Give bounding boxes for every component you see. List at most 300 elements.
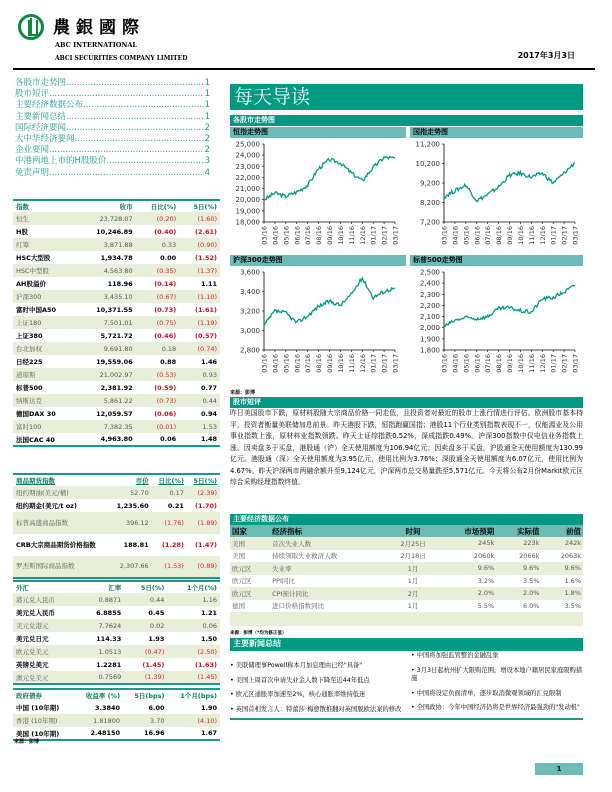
toc-label: 主要新闻总结 [15,111,67,122]
table-cell: 港元兑人民币 [13,593,79,606]
report-date: 2017年3月3日 [517,51,575,60]
table-cell: 1,235.60 [116,501,149,510]
table-spacer [230,612,583,626]
table-row [13,329,220,342]
table-row [13,277,220,290]
svg-text:7,200: 7,200 [419,218,440,227]
toc-item[interactable] [15,156,210,167]
svg-text:01/17: 01/17 [549,354,558,373]
table-row [230,587,583,600]
svg-text:03/17: 03/17 [571,226,580,245]
toc-leader [106,156,203,167]
table-cell: 1.93 [148,634,165,643]
table-cell: (1.76) [152,512,187,534]
column-header: 5日(bps) [123,689,167,701]
svg-text:08/16: 08/16 [495,354,504,373]
table-cell: 1.53 [179,420,220,433]
table-cell: 3.70 [123,714,167,727]
svg-text:08/16: 08/16 [495,226,504,245]
table-cell: 0.33 [136,238,180,251]
table-row [13,593,220,606]
abc-logo-icon [18,14,44,40]
table-cell: 3.2% [477,576,495,585]
commentary-title: 股市短评 [230,397,583,408]
table-cell: 美国 (10年期) [13,727,74,740]
table-row [13,671,220,684]
table-cell: 0.02 [124,619,167,632]
table-cell: 52.70 [109,486,152,499]
table-cell: 1.11 [200,279,217,288]
svg-text:07/16: 07/16 [304,354,313,373]
svg-text:9,200: 9,200 [419,179,440,188]
table-cell: 118.96 [107,279,133,288]
table-cell: H股 [16,228,28,236]
toc-leader [49,89,204,100]
table-cell: 欧元区 [230,587,270,600]
table-cell: 0.21 [167,501,184,510]
table-cell: 223k [496,537,541,550]
table-row [13,355,220,368]
svg-text:10/16: 10/16 [516,354,525,373]
table-cell: 1.6% [564,576,581,585]
toc-page: 1 [204,100,210,111]
table-cell: 0.06 [136,433,180,446]
table-cell: 9.6% [496,562,541,575]
table-cell: (1.19) [179,316,220,329]
chart-source: 来源：彭博 [230,390,256,396]
svg-text:12/16: 12/16 [538,354,547,373]
table-row [13,394,220,407]
svg-text:03/16: 03/16 [440,226,449,245]
table-cell: (0.40) [154,227,177,236]
table-cell: 21,002.97 [77,368,136,381]
table-cell: (2.39) [187,486,220,499]
svg-text:03/16: 03/16 [260,226,269,245]
news-column-left [230,662,402,720]
econ-source: 来源：彭博（*均为修正值） [230,631,287,636]
svg-text:11/16: 11/16 [527,226,536,245]
table-cell: 法国CAC 40 [13,433,77,446]
table-cell: (0.01) [136,420,180,433]
table-cell: 0.17 [152,486,187,499]
table-cell: 19,559.06 [96,357,133,366]
svg-text:12/16: 12/16 [358,354,367,373]
column-header: 市场预期 [438,525,496,537]
table-cell: 1月 [407,577,419,586]
chart-title-csi300: 沪深300走势图 [230,255,406,266]
toc-label: 企业要闻 [15,145,50,156]
svg-text:07/16: 07/16 [484,354,493,373]
table-cell: (0.20) [136,212,180,225]
column-header: 经济指标 [270,525,388,537]
svg-text:2,500: 2,500 [419,268,440,277]
table-row [13,658,220,671]
news-item: • 全国政协：今年中国经济仍将是世界经济最强劲的"发动机" [411,704,580,711]
table-cell: 1.16 [167,593,220,606]
table-row [13,606,220,619]
table-cell: CRB大宗商品期货价格指数 [16,540,96,549]
table-cell: 9,691.80 [77,342,136,355]
table-cell: 道琼斯 [13,368,77,381]
table-row [13,433,220,446]
table-cell: 0.44 [124,593,167,606]
toc-label: 国际经济要闻 [15,122,67,133]
toc-item[interactable] [15,100,210,111]
table-cell: (0.90) [179,238,220,251]
table-cell: 2月25日 [388,537,438,550]
table-row [13,534,220,556]
svg-text:09/16: 09/16 [326,354,334,373]
table-cell: 1.46 [200,357,217,366]
market-commentary: 昨日美国股市下跌，原材料股随大宗商品价格一同走低，且投资者对最近的股市上涨行情进行评估。欧洲股市基本持平，投资者衡量美联储加息前景。昨天港股下跌，恒指跑赢国指；港股11个行业类别指数表现不一，仅能源业及公用事业指数上涨，原材料业指数领跌。昨天上证综指跌0.52%，深成指跌0.49%。沪深300指数中仅电信业务指数上涨。因卖盘多于买盘，港股通（沪）全天使用额度为106.94亿元；因卖盘多于买盘，沪股通全天使用额度为130.99亿元。港股通（深）全天使用额度为3.95亿元，使用比例为3.76%；深股通全天使用额度为6.07亿元，使用比例为4.67%。昨天沪深两市两融余额升至9,124亿元，沪深两市总交易量跌至5,571亿元。今天将公布2月份Markit欧元区综合采购经理指数终值。 [230,409,583,486]
table-cell: 0.94 [200,409,217,418]
bonds-table [13,688,220,741]
table-cell: 6.0% [522,601,540,610]
table-cell: 23,728.07 [77,212,136,225]
table-cell: (0.53) [136,368,180,381]
toc-label: 中港两地上市的H股股价 [15,156,107,167]
svg-text:05/16: 05/16 [282,354,291,373]
table-cell: 台北加权 [13,342,77,355]
table-header [13,689,220,701]
table-cell: (1.45) [167,671,220,684]
column-header: 5日(%) [187,474,220,486]
svg-text:06/16: 06/16 [473,354,482,373]
table-cell: 1.50 [200,634,217,643]
table-header [230,525,583,537]
svg-text:1,900: 1,900 [419,335,440,344]
table-cell: 首次失业人数 [270,537,388,550]
toc-item[interactable] [15,145,210,156]
table-header [13,200,220,212]
toc-item[interactable] [15,134,210,145]
table-cell: (1.10) [179,290,220,303]
table-row [13,342,220,355]
table-row [13,619,220,632]
toc-item[interactable] [15,112,210,123]
table-cell: 1.48 [179,433,220,446]
svg-text:22,000: 22,000 [235,173,260,182]
table-cell: (1.28) [161,540,184,549]
table-cell: (0.74) [179,342,220,355]
table-cell: 2,381.92 [100,383,133,392]
table-cell: 美国 [232,552,245,561]
toc-page: 1 [204,111,210,122]
table-cell: (2.50) [167,645,220,658]
toc-item[interactable] [15,89,210,100]
column-header: 政府债券 [13,689,74,701]
svg-text:04/16: 04/16 [271,226,280,245]
table-cell: 德国DAX 30 [16,410,56,418]
table-cell: (1.45) [142,660,165,669]
news-item: • 英国首相发言人：特蕾莎·梅愈散推翻对英国脱欧法案的修改 [230,705,402,713]
svg-text:09/16: 09/16 [506,226,514,245]
table-cell: PPI同比 [272,577,295,586]
column-header: 国家 [230,525,270,537]
table-cell: CPI预计同比 [270,587,388,600]
table-cell: (0.14) [154,279,177,288]
table-row [13,556,220,578]
table-cell: 188.81 [123,540,149,549]
svg-text:19,000: 19,000 [235,207,260,216]
svg-text:04/16: 04/16 [451,354,460,373]
table-row [13,499,220,512]
table-row [230,537,583,550]
table-cell: 上证180 [13,316,77,329]
svg-text:07/16: 07/16 [304,226,313,245]
table-cell: (0.06) [154,409,177,418]
svg-text:10/16: 10/16 [336,354,345,373]
toc-label: 各股市走势图 [15,78,67,88]
header-divider [13,68,595,70]
table-cell: 失业率 [270,562,388,575]
chart-title-hsi: 恒指走势图 [230,127,406,138]
table-cell: 标普500 [16,384,43,392]
table-cell: 欧元区 [232,577,252,586]
column-header: 5日(%) [179,200,220,212]
table-cell: (0.35) [136,264,180,277]
svg-text:02/17: 02/17 [380,354,389,373]
svg-text:03/17: 03/17 [391,226,400,245]
table-cell: 1.2281 [96,660,122,669]
charts-section-title: 各股市走势图 [230,115,583,126]
csi300-line-chart [230,268,403,380]
table-cell: 7.7624 [79,619,124,632]
table-cell: 1.81800 [74,714,123,727]
table-row [13,714,220,727]
table-cell: 富时中国A50 [16,306,57,314]
table-cell: 上证380 [16,332,43,340]
toc-page: 2 [204,145,210,156]
table-cell: 0.18 [136,342,180,355]
svg-text:02/17: 02/17 [560,354,569,373]
toc-page: 4 [204,167,210,178]
table-cell: 1月 [388,562,438,575]
hscei-line-chart [410,140,583,252]
svg-text:01/17: 01/17 [369,354,378,373]
news-item: • 中国将设定负面清单，逐步取消微观领域的汇兑限制 [411,689,562,697]
column-header: 1个月(%) [167,581,220,593]
table-cell: 245k [438,537,496,550]
svg-text:3,200: 3,200 [239,307,260,316]
company-name-cn: 農銀國際 [53,18,145,38]
svg-text:3,400: 3,400 [239,288,260,296]
table-cell: (0.75) [136,316,180,329]
table-cell: 2月18日 [400,552,426,561]
table-cell: 2.0% [496,587,541,600]
svg-text:04/16: 04/16 [451,226,460,245]
page-number: 1 [535,763,583,775]
page-title: 每天导读 [230,84,583,110]
svg-text:04/16: 04/16 [271,354,280,373]
svg-text:10/16: 10/16 [336,226,345,245]
news-item: • 美国上周首次申请失业金人数下降至近44年低点 [230,676,370,684]
svg-text:05/16: 05/16 [462,354,471,373]
table-row [13,303,220,316]
svg-text:09/16: 09/16 [326,226,334,245]
table-cell: 红筹 [13,238,77,251]
table-cell: 3.5% [564,601,581,610]
svg-text:10,200: 10,200 [415,160,440,168]
toc-label: 大中华经济要闻 [15,134,75,145]
table-cell: 0.77 [200,383,217,392]
toc-leader [66,112,204,123]
svg-text:02/17: 02/17 [380,226,389,245]
table-header [13,474,220,486]
table-cell: 0.93 [179,368,220,381]
table-cell: 恒生 [13,212,77,225]
table-cell: 7,501.01 [77,316,136,329]
table-cell: (1.60) [179,212,220,225]
table-cell: (1.70) [195,501,217,510]
table-row [13,251,220,264]
table-cell: (0.46) [154,331,177,340]
commodities-table [13,473,220,579]
table-cell: 纳斯达克 [13,394,77,407]
table-cell: (1.89) [187,512,220,534]
svg-text:03/16: 03/16 [260,354,269,373]
toc-label: 股市短评 [15,89,50,100]
column-header: 汇率 [79,581,124,593]
table-cell: (2.61) [195,227,217,236]
table-cell: 德国 [232,602,245,611]
svg-text:21,000: 21,000 [235,185,260,194]
table-cell: 1,934.78 [100,253,133,262]
svg-text:11/16: 11/16 [527,354,536,373]
svg-text:01/17: 01/17 [549,226,558,245]
table-cell: 日经225 [16,358,43,366]
table-cell: 澳元兑美元 [13,671,79,684]
svg-text:2,300: 2,300 [419,290,440,299]
news-item: • 3月3日起杭州扩大限购范围，增设本地户籍居民家庭限购措施 [411,666,583,682]
table-cell: (0.67) [136,290,180,303]
table-cell: 美元兑人民币 [16,609,55,617]
news-title: 主要新闻总结 [230,638,583,651]
chart-title-hscei: 国指走势图 [410,127,583,138]
svg-text:05/16: 05/16 [462,226,471,245]
table-row [13,486,220,499]
svg-text:11/16: 11/16 [347,226,356,245]
column-header: 收益率 (%) [74,689,123,701]
report-header [13,8,605,70]
table-cell: (1.39) [124,671,167,684]
table-cell: 3,871.88 [77,238,136,251]
svg-text:05/16: 05/16 [282,226,291,245]
svg-text:08/16: 08/16 [315,354,324,373]
table-cell: (1.61) [195,305,217,314]
table-cell: 5,721.72 [100,331,133,340]
svg-text:18,000: 18,000 [235,218,260,227]
table-cell: 10,371.55 [96,305,133,314]
table-cell: 0.8871 [79,593,124,606]
news-item: • 美联储理事Powell称本月加息理由已经"具备" [230,662,363,669]
table-cell: 2066k [519,551,540,560]
column-header: 实际值 [496,525,541,537]
svg-text:8,200: 8,200 [419,199,440,207]
table-cell: AH股溢价 [16,280,46,288]
table-row [13,420,220,433]
table-row [13,316,220,329]
svg-text:01/17: 01/17 [369,226,378,245]
svg-text:24,000: 24,000 [235,151,260,160]
toc-label: 免责声明 [15,167,50,178]
svg-text:10/16: 10/16 [516,226,525,245]
table-row [13,290,220,303]
svg-text:02/17: 02/17 [560,226,569,245]
toc-page: 3 [204,156,210,167]
svg-text:2,000: 2,000 [419,324,440,333]
table-cell: 沪深300 [13,290,77,303]
news-column-right [411,652,583,719]
svg-text:25,000: 25,000 [235,140,260,149]
svg-text:11/16: 11/16 [347,354,356,373]
table-cell: 3.3840 [94,703,121,712]
table-row [13,225,220,238]
svg-text:3,600: 3,600 [239,268,260,277]
company-name-en: ABC INTERNATIONAL [55,41,137,49]
table-cell: (1.37) [179,264,220,277]
toc-item[interactable] [15,78,210,89]
table-cell: 6.00 [148,703,165,712]
table-cell: 0.44 [179,394,220,407]
table-cell: 7,382.35 [77,420,136,433]
table-cell: 持续领取失业救济人数 [272,552,338,561]
table-cell: (1.63) [195,660,217,669]
indices-table [13,199,220,447]
table-cell: 英镑兑美元 [16,661,49,669]
table-row [13,264,220,277]
table-cell: (1.47) [195,540,217,549]
svg-text:3,000: 3,000 [239,327,260,335]
svg-text:12/16: 12/16 [358,226,367,245]
svg-text:2,100: 2,100 [419,313,440,322]
econ-data-title: 主要经济数据公布 [230,514,583,525]
table-cell: 396.12 [109,512,152,534]
table-cell: 6.8855 [96,608,122,617]
toc-item[interactable] [15,123,210,134]
sp500-line-chart [410,268,583,380]
table-cell: 242k [541,537,583,550]
table-cell: (0.57) [195,331,217,340]
table-cell: 2063k [560,551,581,560]
econ-data-table [230,525,583,626]
table-cell: (0.89) [187,556,220,578]
news-summary [230,652,583,720]
table-cell: 5.5% [477,601,495,610]
table-row [13,238,220,251]
svg-text:2,400: 2,400 [419,279,440,288]
table-cell: 富时100 [13,420,77,433]
toc-page: 2 [204,134,210,145]
svg-text:12/16: 12/16 [538,226,547,245]
table-cell: HSC中型股 [13,264,77,277]
table-cell: 美国 [230,537,270,550]
svg-text:08/16: 08/16 [315,226,324,245]
svg-text:03/17: 03/17 [571,354,580,373]
table-cell: HSC大型股 [16,254,51,262]
table-cell: 欧元区 [230,562,270,575]
table-cell: (0.47) [124,645,167,658]
toc-item[interactable] [15,168,210,179]
hsi-line-chart [230,140,403,252]
table-cell: (0.73) [154,305,177,314]
table-cell: 标普高盛商品指数 [13,512,109,534]
table-row [13,368,220,381]
table-cell: 0.00 [160,253,177,262]
news-item: • 中国将加强监管整治金融乱象 [411,652,499,659]
table-cell: 12,059.57 [96,409,133,418]
table-row [230,562,583,575]
